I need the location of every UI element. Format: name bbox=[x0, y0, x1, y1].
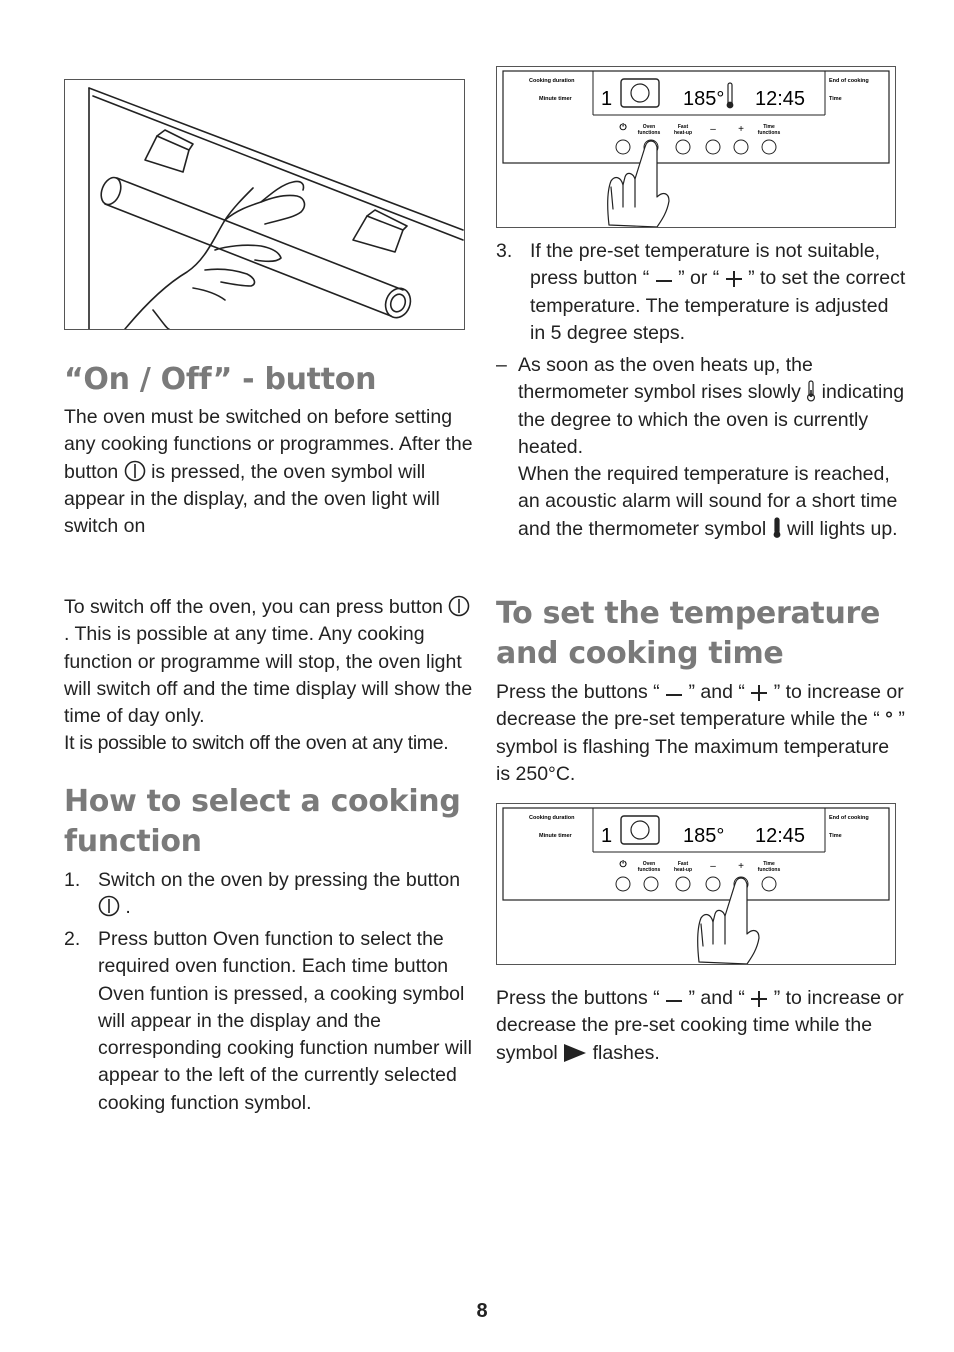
oven-functions-label-1: Oven bbox=[642, 124, 656, 130]
fan-symbol-icon bbox=[621, 79, 659, 107]
temperature-paragraph bbox=[496, 679, 908, 788]
plus-button[interactable] bbox=[734, 140, 748, 154]
minus-icon bbox=[665, 688, 683, 702]
power-icon bbox=[448, 595, 470, 617]
fast-heatup-label-2: heat-up bbox=[673, 867, 693, 873]
finger-icon bbox=[608, 141, 669, 227]
step-1-number: 1. bbox=[64, 869, 81, 891]
temp-text-e: ” symbol is flashing The maximum temperature is 250°C. bbox=[496, 708, 905, 785]
minus-label: – bbox=[710, 861, 716, 872]
play-triangle-icon bbox=[563, 1043, 587, 1063]
oven-functions-label-1: Oven bbox=[642, 861, 656, 867]
dash-text-d: will lights up. bbox=[787, 517, 898, 540]
temp-text-b: ” and “ bbox=[688, 681, 745, 703]
plus-icon bbox=[750, 684, 768, 702]
temperature-display: 185° bbox=[683, 88, 725, 110]
minus-button[interactable] bbox=[706, 140, 720, 154]
temp-text-a: Press the buttons “ bbox=[496, 681, 660, 703]
step-1-end: . bbox=[125, 896, 131, 919]
dash-text-c: When the required temperature is reached, an acoustic alarm will sound for a short time and the thermometer symbol bbox=[518, 463, 898, 540]
control-panel-drawing bbox=[497, 804, 895, 964]
time-text-a: Press the buttons “ bbox=[496, 987, 660, 1009]
control-panel-drawing bbox=[497, 67, 895, 227]
time-functions-label-1: Time bbox=[763, 861, 775, 867]
fan-symbol-icon bbox=[621, 816, 659, 844]
minute-timer-label: Minute timer bbox=[539, 833, 572, 839]
time-functions-label-2: functions bbox=[757, 867, 781, 873]
minus-icon bbox=[655, 274, 673, 288]
control-panel-figure-1 bbox=[496, 66, 896, 228]
minus-label: – bbox=[710, 124, 716, 135]
fast-heatup-label-1: Fast bbox=[677, 124, 689, 130]
time-functions-label-2: functions bbox=[757, 130, 781, 136]
dash-text-a: As soon as the oven heats up, the thermometer symbol rises slowly bbox=[518, 354, 813, 404]
clock-display: 12:45 bbox=[755, 88, 806, 110]
on-off-heading: “On / Off” - button bbox=[64, 362, 377, 397]
plus-label: + bbox=[738, 861, 744, 872]
switch-off-text-a: To switch off the oven, you can press button bbox=[64, 596, 444, 618]
degree-symbol: ° bbox=[885, 708, 893, 731]
time-text-b: ” and “ bbox=[688, 987, 745, 1009]
time-functions-button[interactable] bbox=[762, 877, 776, 891]
time-label: Time bbox=[829, 96, 842, 102]
power-button[interactable] bbox=[616, 140, 630, 154]
function-number: 1 bbox=[601, 88, 613, 110]
time-text-d: flashes. bbox=[592, 1041, 660, 1064]
end-of-cooking-label: End of cooking bbox=[829, 815, 869, 821]
set-temperature-heading: To set the temperature and cooking time bbox=[496, 596, 881, 671]
oven-door-illustration bbox=[64, 79, 465, 330]
door-handle-drawing bbox=[65, 80, 464, 329]
power-icon bbox=[98, 895, 120, 917]
fast-heatup-label-2: heat-up bbox=[673, 130, 693, 136]
dash-marker: – bbox=[496, 354, 507, 376]
switch-off-text-b: . This is possible at any time. Any cooking function or programme will stop, the oven light will switch off and the time display will show the time of day only. bbox=[64, 623, 473, 728]
end-of-cooking-label: End of cooking bbox=[829, 78, 869, 84]
on-off-paragraph-2 bbox=[64, 594, 476, 758]
oven-functions-label-2: functions bbox=[637, 867, 661, 873]
step-1-text: Switch on the oven by pressing the button bbox=[98, 869, 461, 891]
fast-heatup-button[interactable] bbox=[676, 877, 690, 891]
temp-text-c: ” to increase or decrease the pre-set temperature while the “ bbox=[496, 681, 904, 731]
cooking-duration-label: Cooking duration bbox=[529, 815, 575, 821]
plus-label: + bbox=[738, 124, 744, 135]
on-off-text-a: The oven must be switched on before setting any cooking functions or programmes. After the button bbox=[64, 406, 473, 483]
cooking-time-paragraph bbox=[496, 985, 908, 1067]
step-3-number: 3. bbox=[496, 240, 513, 262]
oven-functions-label-2: functions bbox=[637, 130, 661, 136]
minus-icon bbox=[665, 994, 683, 1008]
select-function-heading: How to select a cooking function bbox=[64, 784, 461, 859]
power-icon bbox=[124, 460, 146, 482]
minus-button[interactable] bbox=[706, 877, 720, 891]
function-number: 1 bbox=[601, 825, 613, 847]
cooking-duration-label: Cooking duration bbox=[529, 78, 575, 84]
step-3 bbox=[496, 238, 908, 347]
control-panel-figure-2 bbox=[496, 803, 896, 965]
step-2-number: 2. bbox=[64, 928, 81, 950]
dash-text-b: indicating the degree to which the oven is currently heated. bbox=[518, 381, 905, 458]
minute-timer-label: Minute timer bbox=[539, 96, 572, 102]
temperature-display: 185° bbox=[683, 825, 725, 847]
oven-functions-button[interactable] bbox=[644, 877, 658, 891]
fast-heatup-button[interactable] bbox=[676, 140, 690, 154]
select-step-1 bbox=[64, 867, 476, 922]
step-3-text-a: If the pre-set temperature is not suitable, press button “ bbox=[530, 240, 881, 290]
step-2-text: Press button Oven function to select the required oven function. Each time button Oven funtion is pressed, a cooking symbol will appear in the display and the corresponding cooking function number will appear to the left of the currently selected cooking function symbol. bbox=[98, 928, 472, 1114]
switch-off-any-time: It is possible to switch off the oven at any time. bbox=[64, 732, 449, 755]
plus-icon bbox=[725, 270, 743, 288]
on-off-text-b: is pressed, the oven symbol will appear in the display, and the oven light will switch on bbox=[64, 460, 440, 538]
page-number: 8 bbox=[476, 1300, 488, 1322]
svg-text:⏻: ⏻ bbox=[619, 859, 627, 869]
finger-icon bbox=[698, 878, 759, 964]
svg-text:⏻: ⏻ bbox=[619, 122, 627, 132]
select-step-2 bbox=[64, 926, 476, 1117]
time-text-c: ” to increase or decrease the pre-set cooking time while the symbol bbox=[496, 987, 904, 1064]
step-3-text-b: ” or “ bbox=[678, 267, 720, 290]
time-functions-button[interactable] bbox=[762, 140, 776, 154]
clock-display: 12:45 bbox=[755, 825, 806, 847]
heating-dash-item bbox=[496, 352, 908, 543]
plus-icon bbox=[750, 990, 768, 1008]
fast-heatup-label-1: Fast bbox=[677, 861, 689, 867]
time-functions-label-1: Time bbox=[763, 124, 775, 130]
step-3-text-c: ” to set the correct temperature. The temperature is adjusted in 5 degree steps. bbox=[530, 267, 906, 344]
thermometer-icon bbox=[806, 380, 816, 402]
thermometer-full-icon bbox=[772, 517, 782, 539]
on-off-paragraph-1 bbox=[64, 404, 476, 540]
power-button[interactable] bbox=[616, 877, 630, 891]
time-label: Time bbox=[829, 833, 842, 839]
